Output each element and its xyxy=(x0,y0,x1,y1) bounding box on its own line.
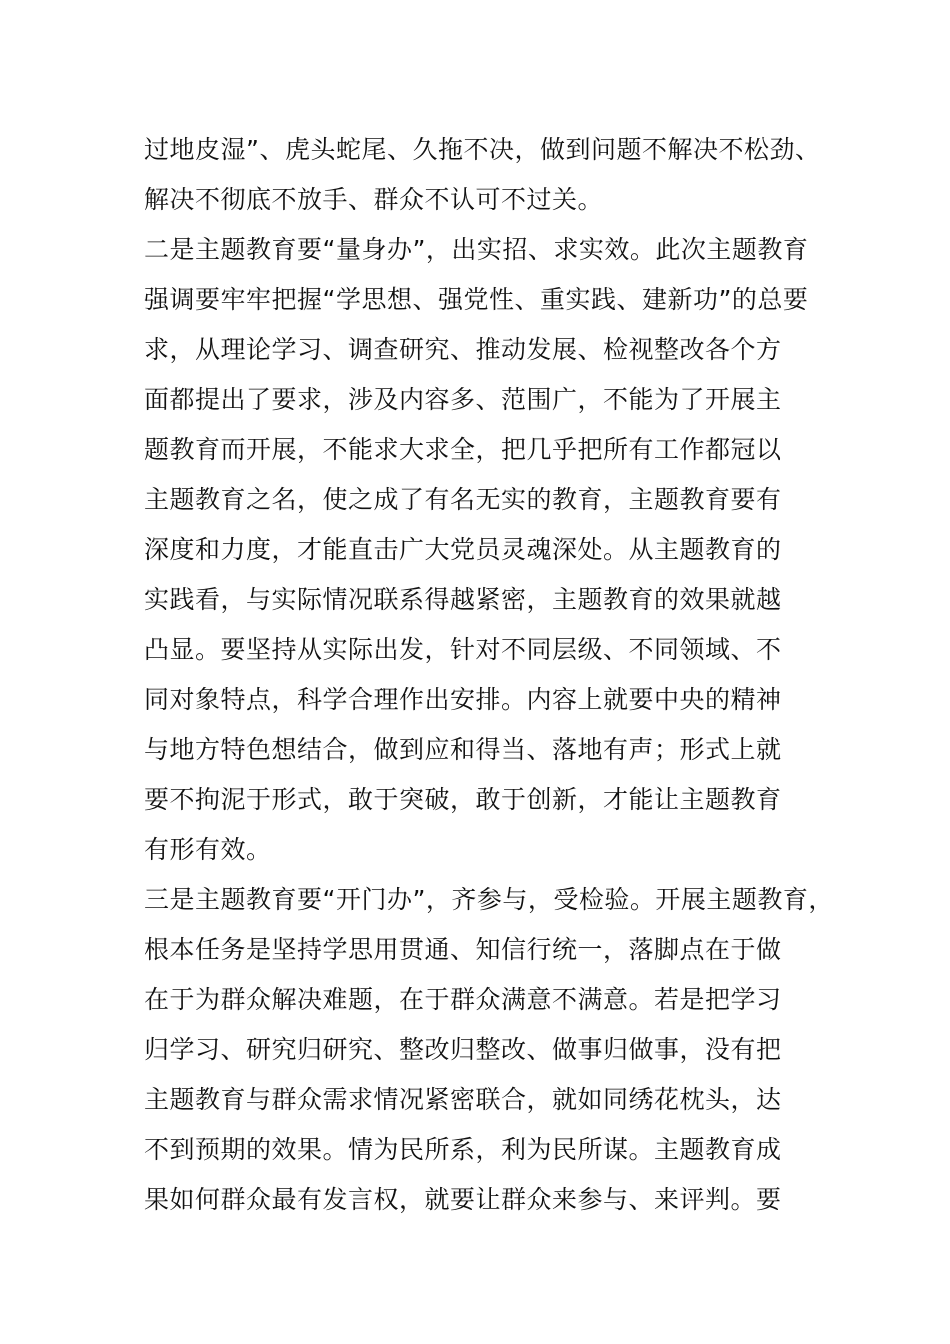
text-line: 求，从理论学习、调查研究、推动发展、检视整改各个方 xyxy=(144,335,782,364)
text-line: 要不拘泥于形式，敢于突破，敢于创新，才能让主题教育 xyxy=(144,785,782,814)
document-body xyxy=(144,125,844,1225)
text-line: 主题教育之名，使之成了有名无实的教育，主题教育要有 xyxy=(144,485,782,514)
text-line: 不到预期的效果。情为民所系，利为民所谋。主题教育成 xyxy=(144,1135,782,1164)
text-line: 实践看，与实际情况联系得越紧密，主题教育的效果就越 xyxy=(144,585,782,614)
text-line: 主题教育与群众需求情况紧密联合，就如同绣花枕头，达 xyxy=(144,1085,782,1114)
text-line: 与地方特色想结合，做到应和得当、落地有声；形式上就 xyxy=(144,735,782,764)
text-line: 同对象特点，科学合理作出安排。内容上就要中央的精神 xyxy=(144,685,782,714)
text-line: 解决不彻底不放手、群众不认可不过关。 xyxy=(144,185,604,214)
text-line: 强调要牢牢把握“学思想、强党性、重实践、建新功”的总要 xyxy=(144,285,809,314)
text-line: 有形有效。 xyxy=(144,835,272,864)
text-line: 题教育而开展，不能求大求全，把几乎把所有工作都冠以 xyxy=(144,435,782,464)
text-line: 面都提出了要求，涉及内容多、范围广，不能为了开展主 xyxy=(144,385,782,414)
text-line: 根本任务是坚持学思用贯通、知信行统一，落脚点在于做 xyxy=(144,935,782,964)
text-line: 归学习、研究归研究、整改归整改、做事归做事，没有把 xyxy=(144,1035,782,1064)
text-line: 在于为群众解决难题，在于群众满意不满意。若是把学习 xyxy=(144,985,782,1014)
text-line: 深度和力度，才能直击广大党员灵魂深处。从主题教育的 xyxy=(144,535,782,564)
text-line: 二是主题教育要“量身办”，出实招、求实效。此次主题教育 xyxy=(144,235,809,264)
text-line: 果如何群众最有发言权，就要让群众来参与、来评判。要 xyxy=(144,1185,782,1214)
text-line: 凸显。要坚持从实际出发，针对不同层级、不同领域、不 xyxy=(144,635,782,664)
text-line: 过地皮湿”、虎头蛇尾、久拖不决，做到问题不解决不松劲、 xyxy=(144,135,821,164)
text-line: 三是主题教育要“开门办”，齐参与，受检验。开展主题教育， xyxy=(144,885,834,914)
